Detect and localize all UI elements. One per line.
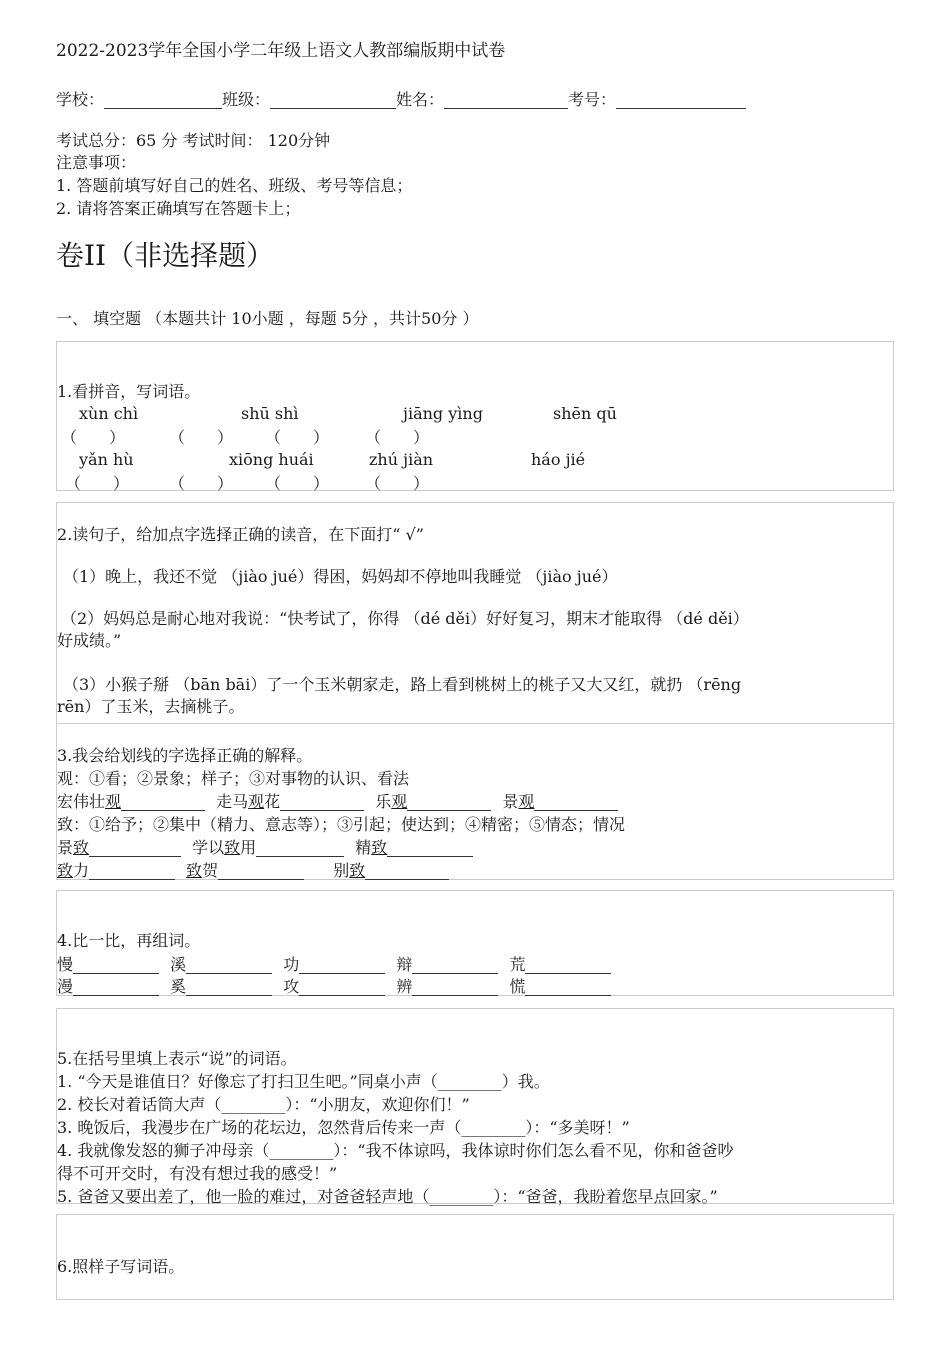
answer-blank[interactable]	[218, 865, 304, 880]
question-1	[56, 341, 894, 491]
q2-sentence-3b: rēn）了玉米，去摘桃子。	[57, 697, 245, 716]
guan-definition: 观：①看；②景象；样子；③对事物的认识、看法	[57, 769, 410, 788]
answer-paren[interactable]: （ ）	[169, 474, 234, 493]
name-label: 姓名：	[396, 89, 445, 109]
answer-blank[interactable]	[256, 842, 344, 857]
q4-row-2: 漫 奚 攻 辨 慌	[57, 977, 611, 996]
q2-sentence-2a: （2）妈妈总是耐心地对我说：“快考试了，你得 （dé děi）好好复习，期末才能取得 （dé děi）	[61, 609, 749, 628]
name-blank[interactable]	[444, 90, 568, 109]
answer-paren[interactable]: （ ）	[65, 474, 130, 493]
student-info-row	[56, 90, 746, 109]
answer-blank[interactable]	[534, 796, 618, 811]
answer-blank[interactable]	[365, 865, 449, 880]
guan-word-row: 宏伟壮观 走马观花 乐观 景观	[57, 792, 618, 811]
question-5	[56, 1008, 894, 1204]
q1-stem: 1.看拼音，写词语。	[57, 382, 201, 401]
pinyin-item: zhú jiàn	[369, 450, 434, 469]
answer-blank[interactable]	[387, 842, 473, 857]
part-one-heading: 一、 填空题 （本题共计 10小题 ，每题 5分 ，共计50分 ）	[56, 309, 479, 328]
question-2	[56, 502, 894, 724]
school-label: 学校：	[56, 89, 105, 109]
q5-line-4a: 4. 我就像发怒的狮子冲母亲（________）：“我不体谅吗，我体谅时你们怎么看不见，你和爸爸吵	[57, 1141, 734, 1160]
answer-paren[interactable]: （ ）	[365, 428, 430, 447]
answer-blank[interactable]	[89, 865, 175, 880]
answer-blank[interactable]	[299, 959, 385, 974]
note-1: 1. 答题前填写好自己的姓名、班级、考号等信息；	[56, 176, 413, 195]
pinyin-item: yǎn hù	[79, 450, 134, 469]
answer-blank[interactable]	[407, 796, 491, 811]
notes-title: 注意事项：	[56, 153, 137, 172]
q2-sentence-3a: （3）小猴子掰 （bān bāi）了一个玉米朝家走，路上看到桃树上的桃子又大又红，就扔 （rēng	[63, 675, 742, 694]
answer-blank[interactable]	[525, 981, 611, 996]
answer-blank[interactable]	[121, 796, 205, 811]
answer-blank[interactable]	[412, 981, 498, 996]
q5-line-4b: 得不可开交时，有没有想过我的感受！”	[57, 1164, 338, 1183]
answer-blank[interactable]	[525, 959, 611, 974]
pinyin-item: shēn qū	[553, 404, 617, 423]
school-blank[interactable]	[104, 90, 222, 109]
number-blank[interactable]	[616, 90, 746, 109]
q2-stem: 2.读句子，给加点字选择正确的读音，在下面打“ √”	[57, 525, 424, 544]
answer-paren[interactable]: （ ）	[265, 474, 330, 493]
answer-paren[interactable]: （ ）	[61, 428, 126, 447]
pinyin-item: háo jié	[531, 450, 586, 469]
zhi-word-row: 致力 致贺 别致	[57, 861, 449, 880]
answer-blank[interactable]	[299, 981, 385, 996]
q4-row-1: 慢 溪 功 辩 荒	[57, 955, 611, 974]
zhi-definition: 致：①给予；②集中（精力、意志等）；③引起；使达到；④精密；⑤情态；情况	[57, 815, 626, 834]
answer-blank[interactable]	[280, 796, 364, 811]
q5-line-5: 5. 爸爸又要出差了，他一脸的难过，对爸爸轻声地（________）：“爸爸，我盼着您早点回家。”	[57, 1187, 718, 1206]
question-3	[56, 724, 894, 880]
exam-title: 2022-2023学年全国小学二年级上语文人教部编版期中试卷	[56, 41, 506, 61]
answer-paren[interactable]: （ ）	[169, 428, 234, 447]
answer-blank[interactable]	[73, 959, 159, 974]
class-blank[interactable]	[270, 90, 396, 109]
q5-line-2: 2. 校长对着话筒大声（________）：“小朋友，欢迎你们！”	[57, 1095, 470, 1114]
q3-stem: 3.我会给划线的字选择正确的解释。	[57, 746, 313, 765]
zhi-word-row: 景致 学以致用 精致	[57, 838, 473, 857]
q6-stem: 6.照样子写词语。	[57, 1257, 185, 1276]
q5-stem: 5.在括号里填上表示“说”的词语。	[57, 1049, 297, 1068]
note-2: 2. 请将答案正确填写在答题卡上；	[56, 199, 301, 218]
pinyin-item: jiāng yìng	[403, 404, 483, 423]
question-4	[56, 890, 894, 996]
answer-paren[interactable]: （ ）	[365, 474, 430, 493]
question-6	[56, 1214, 894, 1300]
answer-blank[interactable]	[73, 981, 159, 996]
answer-paren[interactable]: （ ）	[265, 428, 330, 447]
pinyin-item: xùn chì	[79, 404, 139, 423]
q5-line-3: 3. 晚饭后，我漫步在广场的花坛边，忽然背后传来一声（________）：“多美呀！”	[57, 1118, 630, 1137]
answer-blank[interactable]	[412, 959, 498, 974]
answer-blank[interactable]	[89, 842, 181, 857]
pinyin-item: xiōng huái	[229, 450, 314, 469]
q2-sentence-2b: 好成绩。”	[57, 631, 122, 650]
section-title: 卷II（非选择题）	[56, 239, 275, 272]
number-label: 考号：	[568, 89, 617, 109]
score-time: 考试总分：65 分 考试时间： 120分钟	[56, 131, 331, 150]
q5-line-1: 1. “今天是谁值日？好像忘了打扫卫生吧。”同桌小声（________）我。	[57, 1072, 550, 1091]
q2-sentence-1: （1）晚上，我还不觉 （jiào jué）得困，妈妈却不停地叫我睡觉 （jiào jué）	[63, 567, 618, 586]
class-label: 班级：	[222, 89, 271, 109]
q4-stem: 4.比一比，再组词。	[57, 931, 201, 950]
pinyin-item: shū shì	[241, 404, 299, 423]
answer-blank[interactable]	[186, 981, 272, 996]
answer-blank[interactable]	[186, 959, 272, 974]
